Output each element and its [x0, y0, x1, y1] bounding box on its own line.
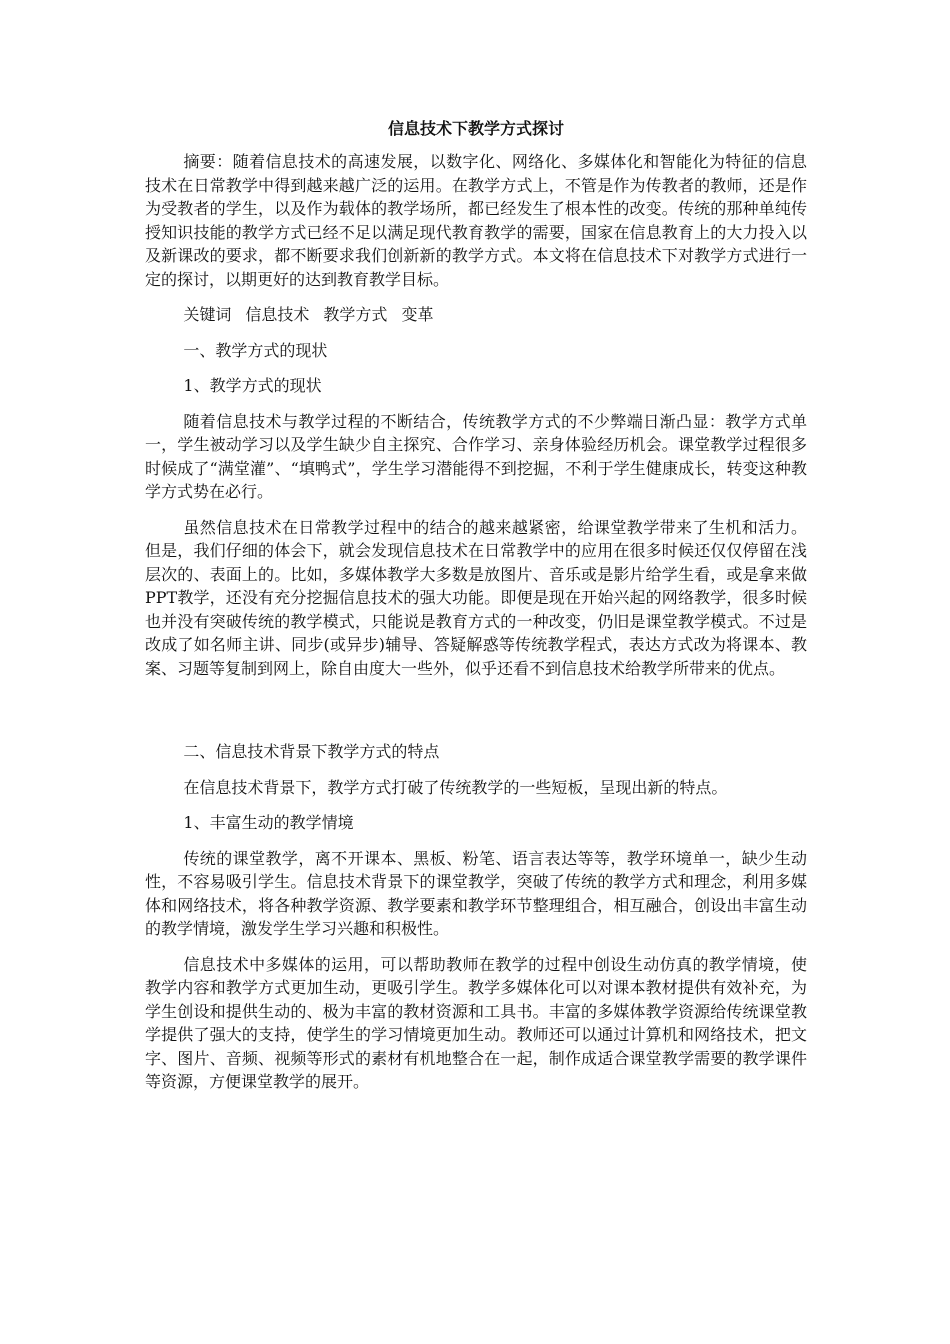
keyword-item: 教学方式	[323, 305, 388, 324]
section1-paragraph-2: 虽然信息技术在日常教学过程中的结合的越来越紧密，给课堂教学带来了生机和活力。但是，我们仔细的体会下，就会发现信息技术在日常教学中的应用在很多时候还仅仅停留在浅层次的、表面上的。比如，多媒体教学大多数是放图片、音乐或是影片给学生看，或是拿来做PPT教学，还没有充分挖掘信息技术的强大功能。即便是现在开始兴起的网络教学，很多时候也并没有突破传统的教学模式，只能说是教育方式的一种改变，仍旧是课堂教学模式。不过是改成了如名师主讲、同步(或异步)辅导、答疑解惑等传统教学程式，表达方式改为将课本、教案、习题等复制到网上，除自由度大一些外，似乎还看不到信息技术给教学所带来的优点。	[145, 517, 807, 678]
keywords-label: 关键词	[183, 305, 232, 324]
section2-subheading: 1、丰富生动的教学情境	[183, 813, 354, 832]
keywords-line	[145, 303, 807, 327]
section1-subheading: 1、教学方式的现状	[183, 376, 322, 395]
abstract-paragraph: 摘要：随着信息技术的高速发展，以数字化、网络化、多媒体化和智能化为特征的信息技术在日常教学中得到越来越广泛的运用。在教学方式上，不管是作为传教者的教师，还是作为受教者的学生，以及作为载体的教学场所，都已经发生了根本性的改变。传统的那种单纯传授知识技能的教学方式已经不足以满足现代教育教学的需要，国家在信息教育上的大力投入以及新课改的要求，都不断要求我们创新新的教学方式。本文将在信息技术下对教学方式进行一定的探讨，以期更好的达到教育教学目标。	[145, 152, 807, 289]
section2-paragraph-2: 信息技术中多媒体的运用，可以帮助教师在教学的过程中创设生动仿真的教学情境，使教学内容和教学方式更加生动，更吸引学生。教学多媒体化可以对课本教材提供有效补充，为学生创设和提供生动的、极为丰富的教材资源和工具书。丰富的多媒体教学资源给传统课堂教学提供了强大的支持，使学生的学习情境更加生动。教师还可以通过计算机和网络技术，把文字、图片、音频、视频等形式的素材有机地整合在一起，制作成适合课堂教学需要的教学课件等资源，方便课堂教学的展开。	[145, 954, 807, 1091]
keyword-item: 信息技术	[245, 305, 310, 324]
document-title: 信息技术下教学方式探讨	[387, 119, 564, 138]
section2-paragraph-1: 传统的课堂教学，离不开课本、黑板、粉笔、语言表达等等，教学环境单一，缺少生动性，不容易吸引学生。信息技术背景下的课堂教学，突破了传统的教学方式和理念，利用多媒体和网络技术，将各种教学资源、教学要素和教学环节整理组合，相互融合，创设出丰富生动的教学情境，激发学生学习兴趣和积极性。	[145, 848, 807, 938]
keyword-item: 变革	[401, 305, 434, 324]
document-body	[145, 118, 807, 1094]
section-gap	[145, 680, 807, 728]
section2-heading: 二、信息技术背景下教学方式的特点	[183, 742, 440, 761]
section1-paragraph-1: 随着信息技术与教学过程的不断结合，传统教学方式的不少弊端日渐凸显：教学方式单一，学生被动学习以及学生缺少自主探究、合作学习、亲身体验经历机会。课堂教学过程很多时候成了“满堂灌”、“填鸭式”，学生学习潜能得不到挖掘，不利于学生健康成长，转变这种教学方式势在必行。	[145, 411, 807, 501]
section2-intro: 在信息技术背景下，教学方式打破了传统教学的一些短板，呈现出新的特点。	[183, 777, 728, 797]
section1-heading: 一、教学方式的现状	[183, 340, 328, 360]
